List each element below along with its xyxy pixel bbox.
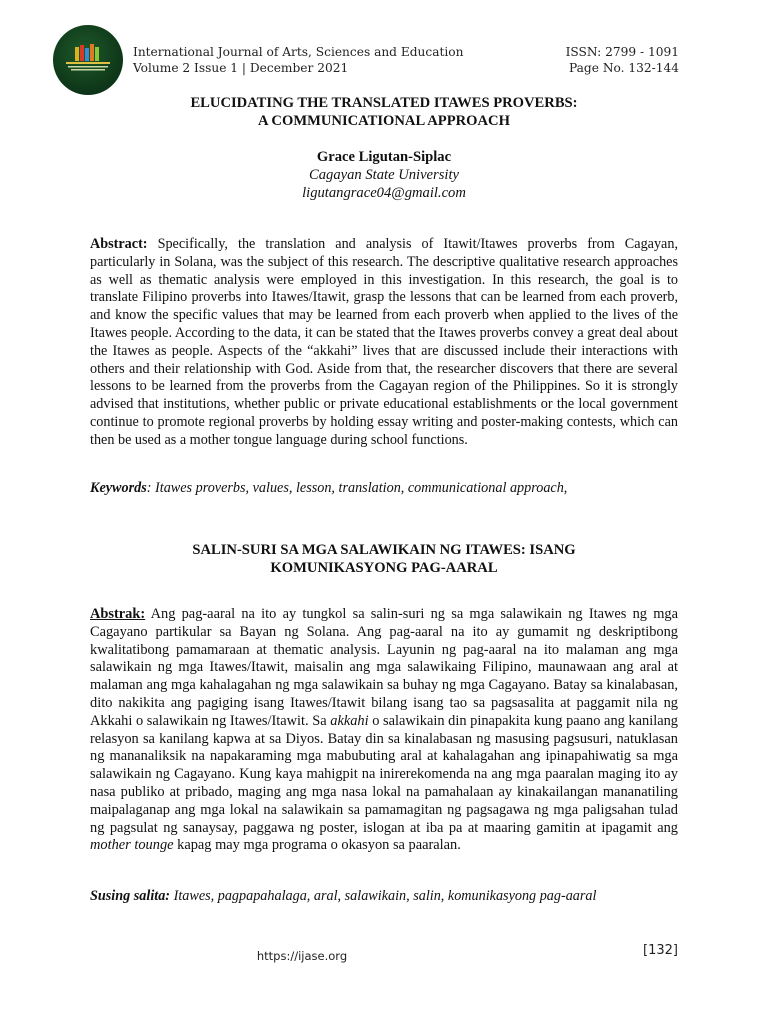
keywords-text: : Itawes proverbs, values, lesson, translation, communicational approach,: [146, 480, 568, 496]
issn: ISSN: 2799 - 1091: [565, 45, 679, 59]
journal-header: [133, 44, 464, 76]
title-line-1: ELUCIDATING THE TRANSLATED ITAWES PROVERBS:: [190, 95, 578, 111]
logo-emblem-icon: [53, 25, 123, 95]
abstrak-label: Abstrak:: [90, 606, 146, 622]
abstract-text: Specifically, the translation and analysis of Itawit/Itawes proverbs from Cagayan, particularly in Solana, was the subject of this research. The descriptive qualitative research approaches as well as thematic analysis were employed in this investigation. In this research, the goal is to translate Filipino proverbs into Itawes/Itawit, grasp the lessons that can be learned from each proverb, and know the specific values that may be learned from each proverb when applied to the lives of the Itawes people. According to the data, it can be stated that the Itawes proverbs convey a great deal about the Itawes as people. Aspects of the “akkahi” lives that are discussed include their interactions with others and their relationship with God. Aside from that, the researcher discovers that there are several lessons to be learned from the proverbs from the Cagayan region of the Philippines. So it is strongly advised that institutions, whether public or private educational establishments or the local government continue to promote regional proverbs by holding essay writing and poster-making contests, which can then be used as a mother tongue language during school functions.: [90, 236, 678, 448]
paper-title: [90, 94, 678, 130]
abstrak-italic-2: mother tounge: [90, 837, 174, 854]
keywords-english: [90, 480, 678, 498]
journal-name: International Journal of Arts, Sciences and Education: [133, 45, 464, 59]
keywords-filipino: [90, 888, 678, 906]
susing-salita-label: Susing salita:: [90, 888, 171, 904]
author-block: [90, 148, 678, 202]
filipino-title: [90, 541, 678, 577]
keywords-label: Keywords: [90, 480, 147, 496]
abstrak-text-1: Ang pag-aaral na ito ay tungkol sa salin-suri ng sa mga salawikain ng Itawes ng mga Cagayano partikular sa Bayan ng Solana. Ang pag-aaral na ito ay gumamit ng deskriptibong kwalitatibong pamamaraan at thematic analysis. Layunin ng pag-aaral na ito malaman ang mga salawikain ng mga Itawes/Itawit, maisalin ang mga salawikaing Filipino, maunawaan ang aral at malaman ang mga kahalagahan ng mga salawikain sa buhay ng mga Cagayano. Batay sa kinalabasan, dito nakikita ang pagiging isang Itawes/Itawit bilang isang tao sa pagsasalita at paggamit nila ng Akkahi o salawikain ng Itawes/Itawit. Sa: [90, 606, 678, 729]
abstrak-text-3: kapag may mga programa o okasyon sa paaralan.: [173, 837, 461, 854]
journal-logo: [53, 25, 123, 95]
author-name: Grace Ligutan-Siplac: [316, 149, 452, 165]
page-number: [132]: [643, 943, 678, 958]
filipino-title-line-1: SALIN-SURI SA MGA SALAWIKAIN NG ITAWES: ISANG: [192, 542, 576, 558]
volume-issue: Volume 2 Issue 1 | December 2021: [133, 61, 349, 75]
page-range: Page No. 132-144: [569, 61, 679, 75]
abstract-filipino: [90, 606, 678, 855]
author-affiliation: Cagayan State University: [309, 167, 459, 183]
abstrak-text-2: o salawikain din pinapakita kung paano ang kanilang relasyon sa kanilang kapwa at sa Diyos. Batay din sa kinalabasan ng masusing pagsusuri, natuklasan ng mananaliksik na napakaraming mga mabubuting aral at kahalagahan ang ipinapahiwatig sa mga salawikain ng Cagayano. Kung kaya mahigpit na inirerekomenda na ang mga paaralan maging ito ay nasa publiko at pribado, maging ang mga nasa lokal na pamahalaan ay kinakailangan mananatiling maipalaganap ang mga lokal na salawikain sa pamamagitan ng pagsagawa ng mga paligsahan tulad ng pagsulat ng sanaysay, paggawa ng poster, islogan at iba pa at maaring gamitin at ipagamit ang: [90, 712, 678, 836]
journal-meta: [566, 44, 679, 76]
abstract-english: [90, 236, 678, 450]
title-line-2: A COMMUNICATIONAL APPROACH: [258, 113, 510, 129]
author-email: ligutangrace04@gmail.com: [302, 185, 466, 201]
susing-salita-text: Itawes, pagpapahalaga, aral, salawikain, salin, komunikasyong pag-aaral: [170, 888, 597, 904]
abstrak-italic-1: akkahi: [330, 712, 369, 729]
abstract-label: Abstract:: [90, 236, 148, 252]
filipino-title-line-2: KOMUNIKASYONG PAG-AARAL: [270, 560, 498, 576]
footer-url[interactable]: https://ijase.org: [256, 949, 348, 963]
